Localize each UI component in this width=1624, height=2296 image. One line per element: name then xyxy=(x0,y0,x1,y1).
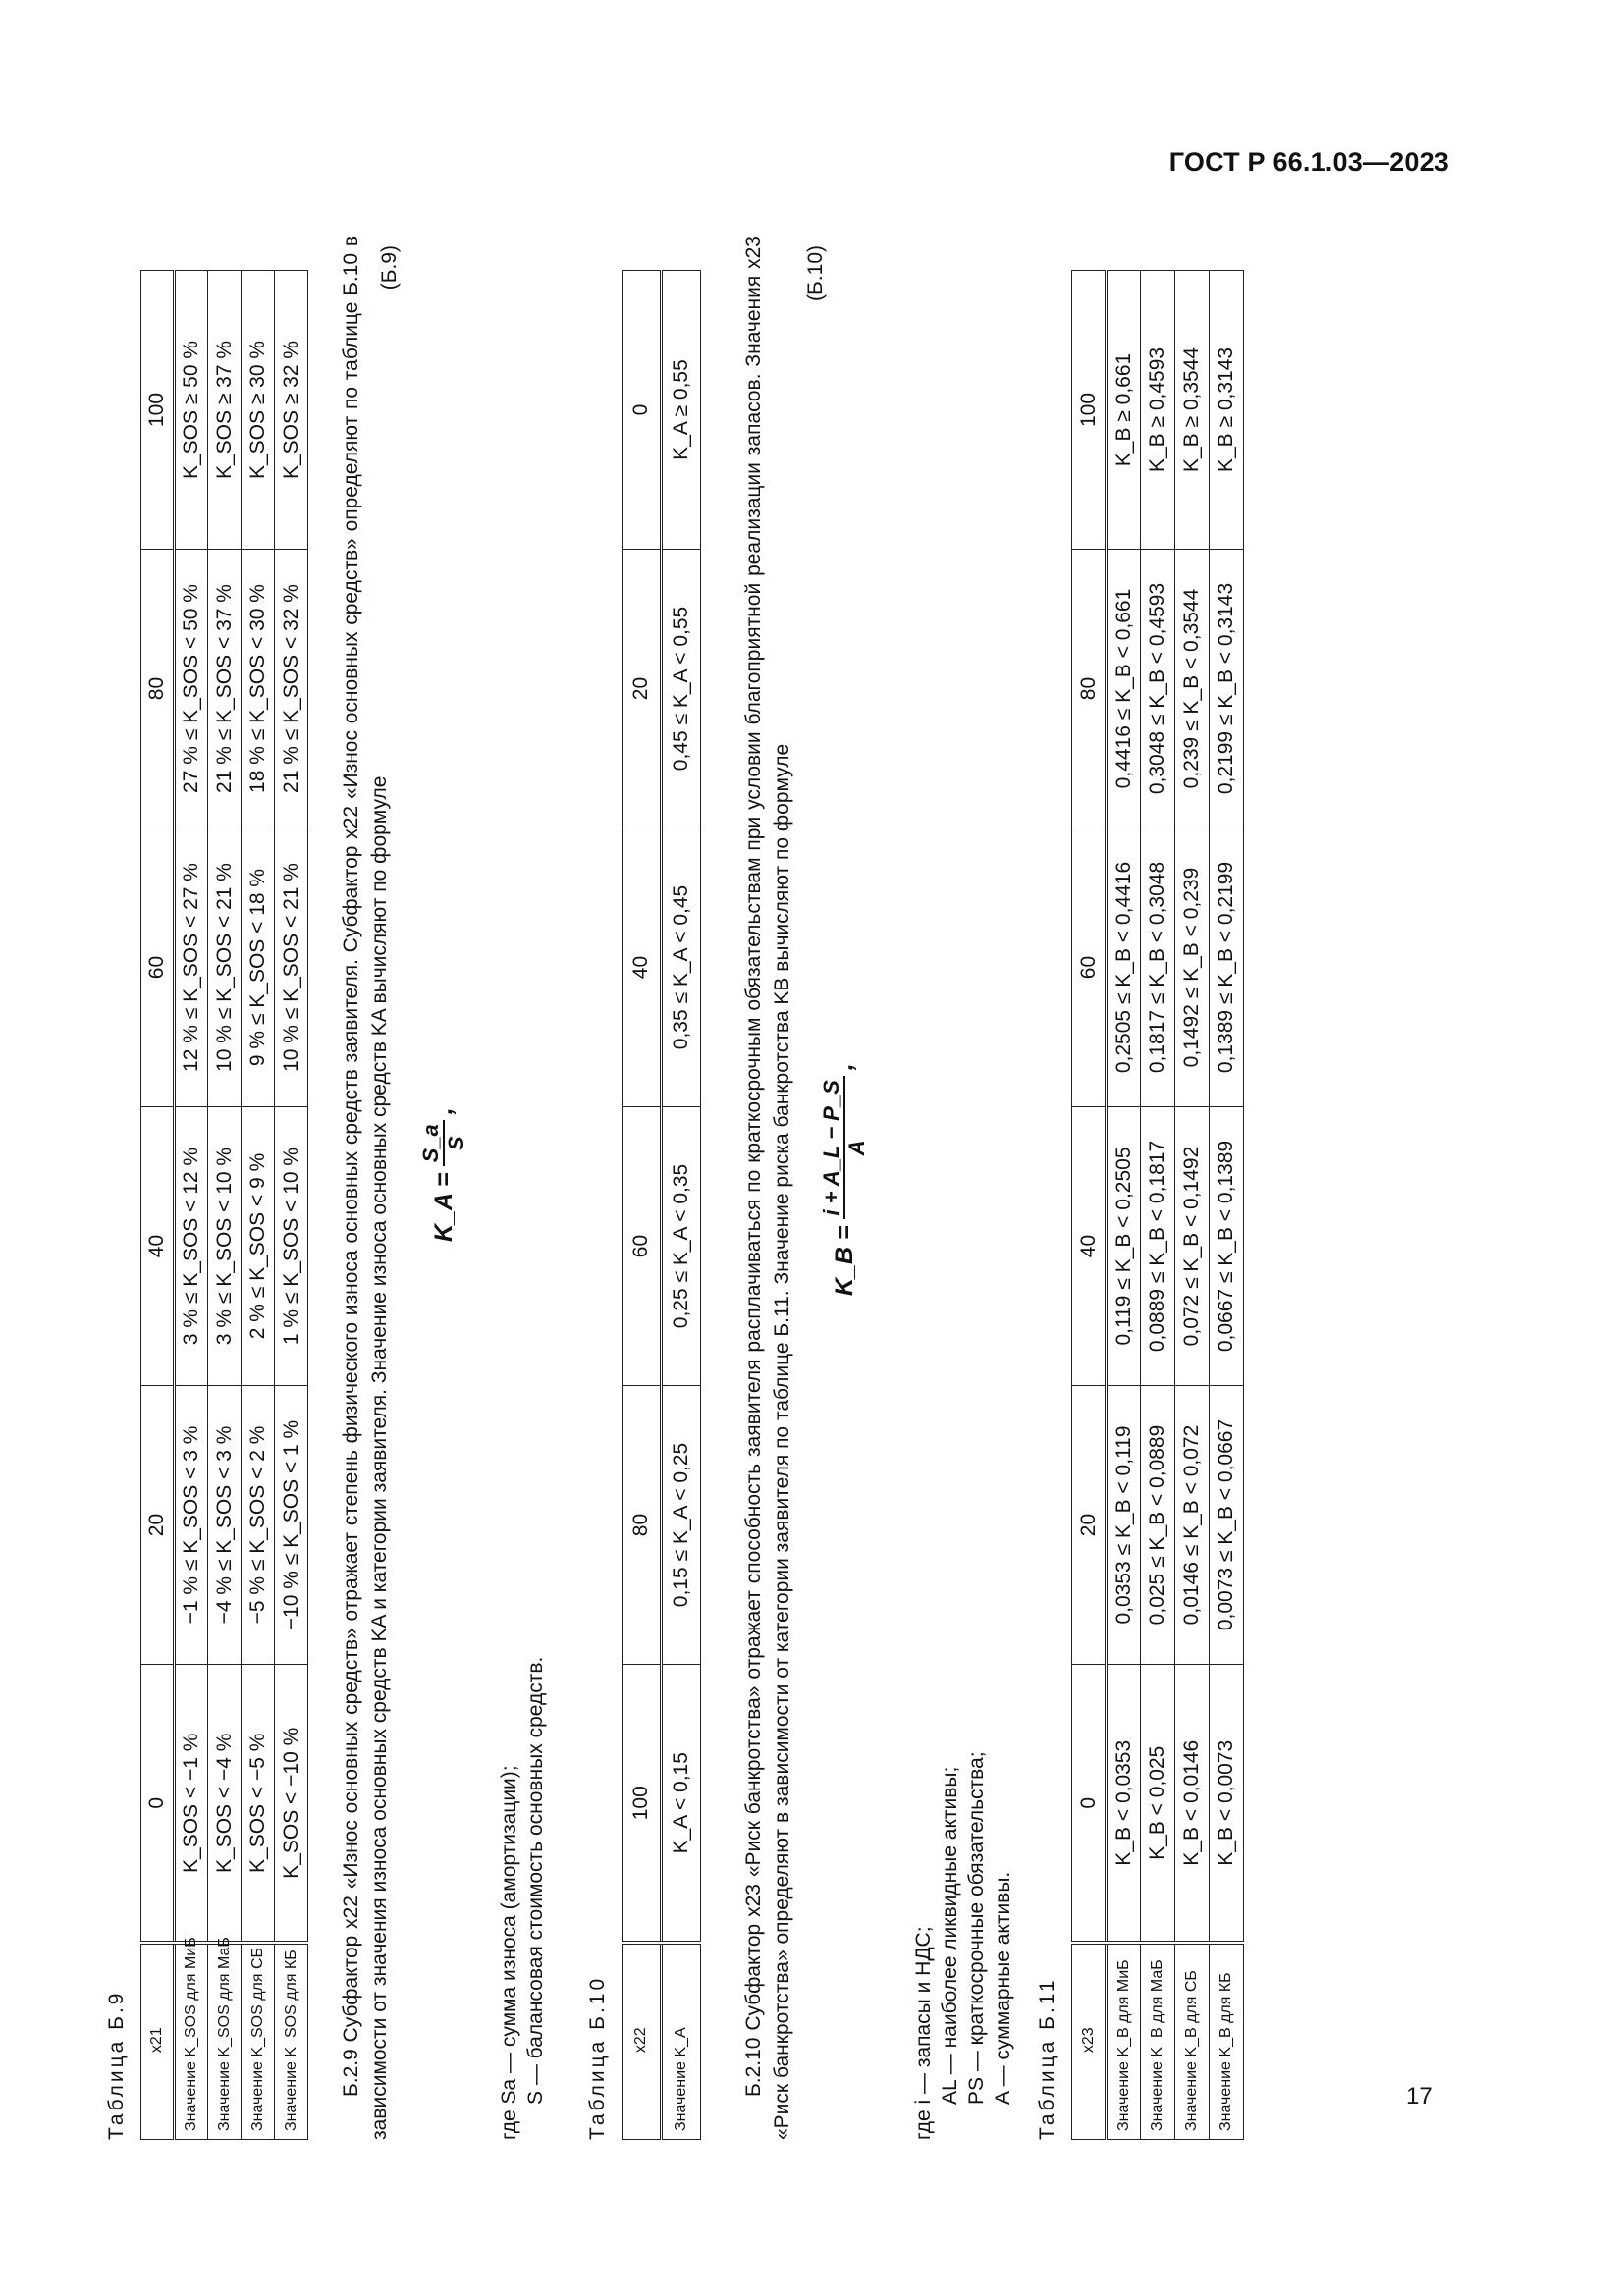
legend-b9-line-1: где Sa — сумма износа (амортизации); xyxy=(498,1765,520,2140)
table-column-header: 0 xyxy=(141,1665,175,1944)
table-row xyxy=(662,271,701,2140)
table-row-label: Значение K_SOS для СБ xyxy=(242,1944,275,2140)
table-header-row xyxy=(1072,271,1107,2140)
table-column-header: 20 xyxy=(141,1386,175,1665)
table-cell: 0,239 ≤ K_B < 0,3544 xyxy=(1175,550,1210,828)
table-column-header: 40 xyxy=(1072,1107,1107,1386)
table-column-header: 100 xyxy=(1072,271,1107,550)
table-cell: K_B < 0,0353 xyxy=(1107,1665,1141,1944)
table-column-header: 20 xyxy=(623,550,662,828)
table-cell: 12 % ≤ K_SOS < 27 % xyxy=(175,828,208,1107)
table-row-label: Значение K_SOS для КБ xyxy=(275,1944,308,2140)
table-cell: 0,45 ≤ K_A < 0,55 xyxy=(662,550,701,828)
table-row-label: Значение K_SOS для МиБ xyxy=(175,1944,208,2140)
formula-b10-legend xyxy=(910,1751,1016,2140)
section-b29-text: Б.2.9 Субфактор x22 «Износ основных средств» отражает степень физического износа основных средств заявителя. Субфактор x22 «Износ основных средств» определяют по таблице Б.10 в зависимости от значения износа основных средств KA и категории заявителя. Значение износа основных средств KA вычисляют по формуле xyxy=(340,236,391,2140)
table-cell: K_SOS ≥ 50 % xyxy=(175,271,208,550)
table-b10 xyxy=(622,270,701,2140)
table-cell: K_B < 0,0146 xyxy=(1175,1665,1210,1944)
table-cell: 0,1492 ≤ K_B < 0,239 xyxy=(1175,828,1210,1107)
table-row-label: Значение K_B для МаБ xyxy=(1141,1944,1175,2140)
table-b11-caption: Таблица Б.11 xyxy=(1036,1977,1058,2140)
formula-b10-numerator: i + A_L − P_S xyxy=(820,1076,845,1219)
table-column-header: 80 xyxy=(141,550,175,828)
page-number: 17 xyxy=(1406,2083,1433,2109)
legend-b10-line-2: AL — наиболее ликвидные активы; xyxy=(939,1766,961,2105)
legend-b10-line-4: A — суммарные активы. xyxy=(992,1871,1014,2105)
rotated-page-content xyxy=(103,216,1468,2140)
table-cell: 0,1817 ≤ K_B < 0,3048 xyxy=(1141,828,1175,1107)
table-cell: K_B ≥ 0,661 xyxy=(1107,271,1141,550)
table-cell: 9 % ≤ K_SOS < 18 % xyxy=(242,828,275,1107)
table-column-header: 0 xyxy=(623,271,662,550)
table-corner-cell: x21 xyxy=(141,1944,175,2140)
table-row-label: Значение K_B для МиБ xyxy=(1107,1944,1141,2140)
table-b9 xyxy=(140,270,308,2140)
table-cell: −1 % ≤ K_SOS < 3 % xyxy=(175,1386,208,1665)
table-row xyxy=(1141,271,1175,2140)
table-column-header: 80 xyxy=(623,1386,662,1665)
table-corner-cell: x22 xyxy=(623,1944,662,2140)
table-cell: 1 % ≤ K_SOS < 10 % xyxy=(275,1107,308,1386)
table-column-header: 60 xyxy=(141,828,175,1107)
table-column-header: 60 xyxy=(1072,828,1107,1107)
formula-b9-number: (Б.9) xyxy=(378,245,401,291)
table-column-header: 100 xyxy=(623,1665,662,1944)
table-b10-caption: Таблица Б.10 xyxy=(586,1975,609,2140)
table-header-row xyxy=(141,271,175,2140)
table-column-header: 60 xyxy=(623,1107,662,1386)
table-cell: 27 % ≤ K_SOS < 50 % xyxy=(175,550,208,828)
table-cell: 0,0073 ≤ K_B < 0,0667 xyxy=(1210,1386,1244,1665)
table-cell: K_SOS ≥ 37 % xyxy=(208,271,242,550)
table-row xyxy=(242,271,275,2140)
table-cell: K_B ≥ 0,3143 xyxy=(1210,271,1244,550)
formula-b9-tail: , xyxy=(430,1107,458,1115)
table-cell: 0,0353 ≤ K_B < 0,119 xyxy=(1107,1386,1141,1665)
table-cell: K_SOS < −5 % xyxy=(242,1665,275,1944)
table-header-row xyxy=(623,271,662,2140)
table-cell: 0,0146 ≤ K_B < 0,072 xyxy=(1175,1386,1210,1665)
formula-b10-tail: , xyxy=(831,1063,858,1071)
table-cell: 0,0889 ≤ K_B < 0,1817 xyxy=(1141,1107,1175,1386)
table-b11 xyxy=(1071,270,1244,2140)
table-cell: K_SOS ≥ 32 % xyxy=(275,271,308,550)
table-row-label: Значение K_SOS для МаБ xyxy=(208,1944,242,2140)
table-cell: 0,35 ≤ K_A < 0,45 xyxy=(662,828,701,1107)
table-cell: K_A ≥ 0,55 xyxy=(662,271,701,550)
formula-b9-legend xyxy=(496,1657,549,2140)
table-cell: K_B ≥ 0,4593 xyxy=(1141,271,1175,550)
table-cell: 0,072 ≤ K_B < 0,1492 xyxy=(1175,1107,1210,1386)
table-row xyxy=(1107,271,1141,2140)
formula-b9-denominator: S xyxy=(444,1136,468,1151)
table-b9-caption: Таблица Б.9 xyxy=(105,1990,128,2140)
table-cell: 0,2505 ≤ K_B < 0,4416 xyxy=(1107,828,1141,1107)
formula-b9-lhs: K_A = xyxy=(430,1172,458,1242)
table-cell: 3 % ≤ K_SOS < 10 % xyxy=(208,1107,242,1386)
table-row xyxy=(275,271,308,2140)
table-cell: 0,1389 ≤ K_B < 0,2199 xyxy=(1210,828,1244,1107)
table-column-header: 80 xyxy=(1072,550,1107,828)
table-cell: 10 % ≤ K_SOS < 21 % xyxy=(275,828,308,1107)
table-cell: K_SOS ≥ 30 % xyxy=(242,271,275,550)
table-cell: 0,4416 ≤ K_B < 0,661 xyxy=(1107,550,1141,828)
formula-b9-fraction xyxy=(419,1120,468,1166)
table-cell: 18 % ≤ K_SOS < 30 % xyxy=(242,550,275,828)
table-cell: K_SOS < −10 % xyxy=(275,1665,308,1944)
table-column-header: 40 xyxy=(141,1107,175,1386)
table-cell: 0,3048 ≤ K_B < 0,4593 xyxy=(1141,550,1175,828)
table-cell: 21 % ≤ K_SOS < 37 % xyxy=(208,550,242,828)
table-column-header: 0 xyxy=(1072,1665,1107,1944)
table-row xyxy=(1210,271,1244,2140)
table-cell: 0,15 ≤ K_A < 0,25 xyxy=(662,1386,701,1665)
table-row-label: Значение K_A xyxy=(662,1944,701,2140)
table-cell: 0,025 ≤ K_B < 0,0889 xyxy=(1141,1386,1175,1665)
formula-b10-number: (Б.10) xyxy=(804,245,827,301)
table-cell: K_A < 0,15 xyxy=(662,1665,701,1944)
table-row-label: Значение K_B для СБ xyxy=(1175,1944,1210,2140)
table-corner-cell: x23 xyxy=(1072,1944,1107,2140)
formula-b9-numerator: S_a xyxy=(419,1120,445,1166)
table-column-header: 100 xyxy=(141,271,175,550)
legend-b10-line-3: PS — краткосрочные обязательства; xyxy=(965,1751,988,2105)
table-cell: 2 % ≤ K_SOS < 9 % xyxy=(242,1107,275,1386)
table-column-header: 40 xyxy=(623,828,662,1107)
formula-b10-lhs: K_B = xyxy=(831,1225,858,1296)
table-cell: K_SOS < −1 % xyxy=(175,1665,208,1944)
table-cell: 0,0667 ≤ K_B < 0,1389 xyxy=(1210,1107,1244,1386)
table-cell: 0,25 ≤ K_A < 0,35 xyxy=(662,1107,701,1386)
document-id: ГОСТ Р 66.1.03—2023 xyxy=(1168,147,1449,177)
table-row-label: Значение K_B для КБ xyxy=(1210,1944,1244,2140)
formula-b10-denominator: A xyxy=(844,1140,869,1156)
table-cell: 0,2199 ≤ K_B < 0,3143 xyxy=(1210,550,1244,828)
table-cell: −10 % ≤ K_SOS < 1 % xyxy=(275,1386,308,1665)
table-cell: K_B < 0,025 xyxy=(1141,1665,1175,1944)
table-row xyxy=(1175,271,1210,2140)
table-column-header: 20 xyxy=(1072,1386,1107,1665)
table-cell: K_B ≥ 0,3544 xyxy=(1175,271,1210,550)
table-cell: −5 % ≤ K_SOS < 2 % xyxy=(242,1386,275,1665)
table-row xyxy=(175,271,208,2140)
table-cell: K_SOS < −4 % xyxy=(208,1665,242,1944)
table-cell: 0,119 ≤ K_B < 0,2505 xyxy=(1107,1107,1141,1386)
legend-b9-line-2: S — балансовая стоимость основных средств. xyxy=(524,1656,547,2105)
table-cell: 3 % ≤ K_SOS < 12 % xyxy=(175,1107,208,1386)
table-cell: K_B < 0,0073 xyxy=(1210,1665,1244,1944)
formula-b10 xyxy=(820,1063,869,1296)
table-cell: −4 % ≤ K_SOS < 3 % xyxy=(208,1386,242,1665)
formula-b10-fraction xyxy=(820,1076,869,1219)
legend-b10-line-1: где i — запасы и НДС; xyxy=(912,1926,935,2140)
table-cell: 10 % ≤ K_SOS < 21 % xyxy=(208,828,242,1107)
section-b210-text: Б.2.10 Субфактор x23 «Риск банкротства» отражает способность заявителя расплачиваться по краткосрочным обязательствам при условии благоприятной реализации запасов. Значения x23 «Риск банкротства» определяют в зависимости от категории заявителя по таблице Б.11. Значение риска банкротства KB вычисляют по формуле xyxy=(742,236,793,2140)
table-cell: 21 % ≤ K_SOS < 32 % xyxy=(275,550,308,828)
table-row xyxy=(208,271,242,2140)
formula-b9 xyxy=(419,1107,468,1242)
